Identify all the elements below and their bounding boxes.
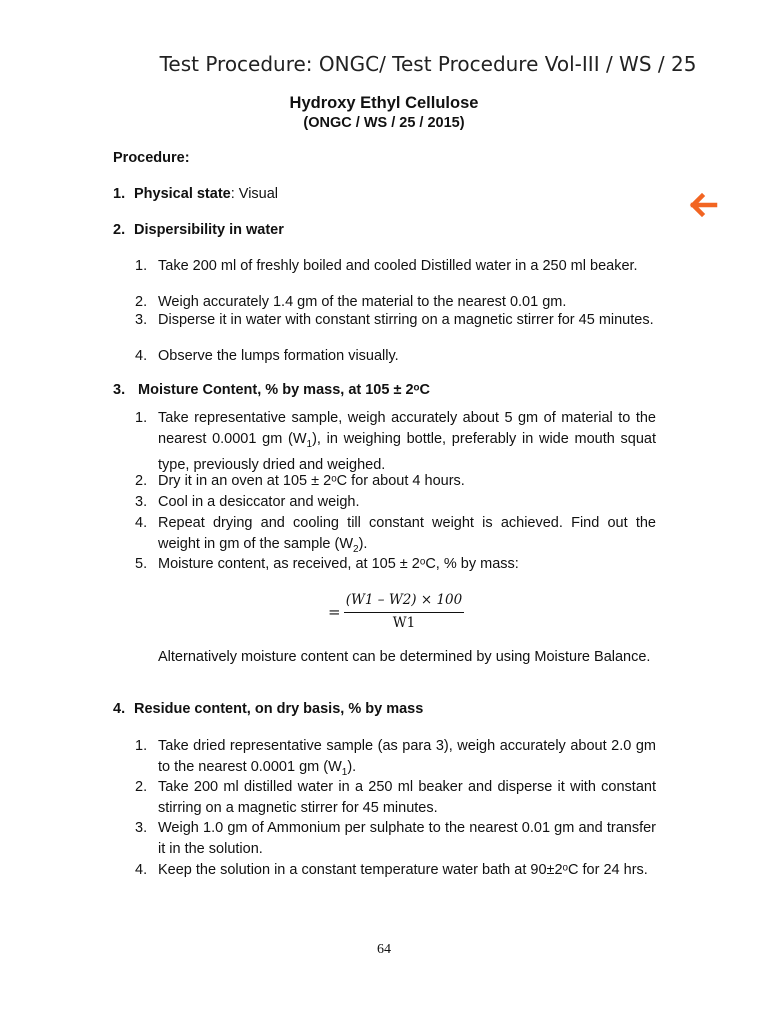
page-number: 64 — [377, 942, 391, 957]
section-residue-content — [113, 701, 423, 717]
list-item — [135, 471, 656, 492]
section-moisture-content — [113, 382, 430, 398]
section-title: Moisture Content, % by mass, at 105 ± 2ᵒC — [138, 382, 430, 398]
list-item — [135, 492, 656, 513]
item-number: 2. — [135, 779, 148, 795]
moisture-balance-note: Alternatively moisture content can be determined by using Moisture Balance. — [158, 649, 651, 665]
list-item — [135, 256, 656, 277]
formula-numerator: (W1 – W2) × 100 — [345, 592, 463, 608]
item-text: Take dried representative sample (as para 3), weigh accurately about 2.0 gm to the nearest 0.0001 gm $(W_1)$. — [158, 738, 656, 778]
section-number: 3. — [113, 382, 126, 398]
item-text: Take representative sample, weigh accurately about 5 gm of material to the nearest 0.0001 gm $(W_1)$, in weighing bottle, preferably in wide mouth squat type, previously dried and weighed. — [158, 410, 656, 473]
item-number: 4. — [135, 862, 148, 878]
formula-denominator: W1 — [392, 615, 416, 631]
list-item — [135, 818, 656, 859]
item-text: Moisture content, as received, at 105 ± 2ᵒC, % by mass: — [158, 556, 519, 572]
item-text: Dry it in an oven at 105 ± 2ᵒC for about 4 hours. — [158, 473, 465, 489]
list-item — [135, 554, 656, 575]
section-number: 4. — [113, 701, 126, 717]
page-header: Test Procedure: ONGC/ Test Procedure Vol-III / WS / 25 — [159, 52, 697, 76]
document-title: Hydroxy Ethyl Cellulose — [289, 94, 479, 112]
moisture-formula — [310, 590, 470, 636]
item-number: 3. — [135, 494, 148, 510]
section-number: 1. — [113, 186, 126, 202]
item-number: 5. — [135, 556, 148, 572]
section-number: 2. — [113, 222, 126, 238]
procedure-label: Procedure: — [113, 150, 190, 166]
document-code: (ONGC / WS / 25 / 2015) — [303, 115, 465, 131]
list-item — [135, 513, 656, 560]
item-text: Cool in a desiccator and weigh. — [158, 494, 360, 510]
item-number: 4. — [135, 348, 148, 364]
item-text: Weigh 1.0 gm of Ammonium per sulphate to the nearest 0.01 gm and transfer it in the solution. — [158, 820, 656, 857]
section-value: : Visual — [230, 186, 279, 202]
item-text: Weigh accurately 1.4 gm of the material to the nearest 0.01 gm. — [158, 294, 567, 310]
list-item — [135, 310, 656, 331]
item-text: Repeat drying and cooling till constant weight is achieved. Find out the weight in gm of the sample $(W_2)$. — [158, 515, 656, 555]
section-dispersibility — [113, 222, 284, 238]
section-title: Residue content, on dry basis, % by mass — [134, 701, 424, 717]
section-title: Dispersibility in water — [134, 222, 284, 238]
section-title: Physical state — [134, 186, 231, 202]
list-item — [135, 777, 656, 818]
left-arrow-icon[interactable] — [687, 191, 719, 219]
item-text: Observe the lumps formation visually. — [158, 348, 399, 364]
section-physical-state — [113, 186, 278, 202]
list-item — [135, 736, 656, 783]
item-number: 3. — [135, 820, 148, 836]
fraction-line — [344, 612, 464, 613]
item-number: 2. — [135, 294, 148, 310]
item-number: 4. — [135, 515, 148, 531]
item-number: 1. — [135, 258, 148, 274]
list-item — [135, 408, 656, 475]
item-text: Keep the solution in a constant temperature water bath at 90±2ᵒC for 24 hrs. — [158, 862, 648, 878]
item-number: 3. — [135, 312, 148, 328]
item-number: 1. — [135, 738, 148, 754]
item-text: Disperse it in water with constant stirring on a magnetic stirrer for 45 minutes. — [158, 312, 654, 328]
list-item — [135, 346, 656, 367]
item-text: Take 200 ml distilled water in a 250 ml beaker and disperse it with constant stirring on a magnetic stirrer for 45 minutes. — [158, 779, 656, 816]
formula-equals: = — [328, 603, 341, 621]
item-text: Take 200 ml of freshly boiled and cooled Distilled water in a 250 ml beaker. — [158, 258, 638, 274]
item-number: 1. — [135, 410, 148, 426]
item-number: 2. — [135, 473, 148, 489]
list-item — [135, 860, 656, 881]
